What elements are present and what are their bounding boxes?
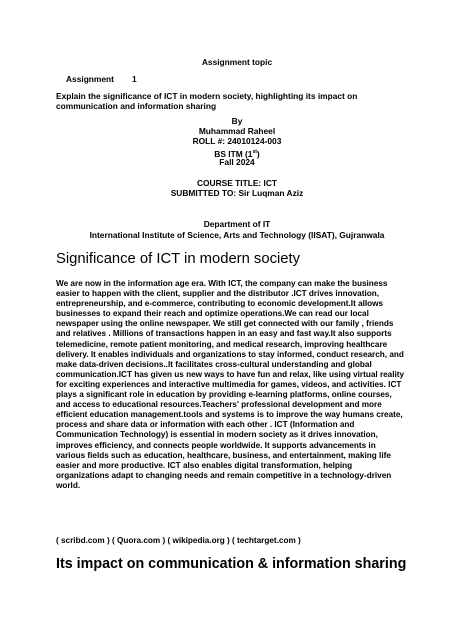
body-line: organizations adapt to changing needs and remain competitive in a technology-driven bbox=[56, 470, 392, 480]
assignment-number-line bbox=[66, 74, 137, 84]
body-line: improves efficiency, and connects people worldwide. It supports advancements in bbox=[56, 440, 376, 450]
body-line: telemedicine, remote patient monitoring, and medical research, improving healthcare bbox=[56, 339, 388, 349]
institute-name: International Institute of Science, Arts and Technology (IISAT), Gujranwala bbox=[89, 230, 385, 240]
roll-number: ROLL #: 24010124-003 bbox=[192, 136, 282, 146]
body-line: and access to educational resources.Teachers' professional development and more bbox=[56, 400, 382, 410]
body-line: make data-driven decisions..It facilitates cross-cultural understanding and global bbox=[56, 359, 372, 369]
program-suffix: ) bbox=[256, 148, 260, 159]
body-line: easier to happen with the client, supplier and the distributor .ICT drives innovation, bbox=[56, 289, 379, 299]
assignment-number: 1 bbox=[131, 74, 137, 84]
assignment-topic-text: Explain the significance of ICT in modern society, highlighting its impact on communication and information sharing bbox=[56, 91, 358, 111]
department: Department of IT bbox=[203, 219, 271, 229]
assignment-topic-label: Assignment topic bbox=[201, 57, 273, 67]
course-title: COURSE TITLE: ICT bbox=[196, 178, 278, 188]
body-line: world. bbox=[56, 480, 81, 490]
body-line: newspaper using the online newspaper. We still get connected with our family , friends bbox=[56, 319, 394, 329]
body-line: efficient education management.tools and systems is to improve the way humans create, bbox=[56, 410, 403, 420]
body-line: plays a significant role in education by providing e-learning platforms, online courses, bbox=[56, 390, 392, 400]
sources-line: ( scribd.com ) ( Quora.com ) ( wikipedia.org ) ( techtarget.com ) bbox=[56, 536, 301, 545]
program-superscript: st bbox=[252, 149, 257, 155]
body-line: We are now in the information age era. With ICT, the company can make the business bbox=[56, 279, 388, 288]
body-line: entrepreneurship, and e-commerce, contributing to economic development.It allows bbox=[56, 299, 384, 309]
body-line: for exciting experiences and interactive multimedia for games, videos, and activities. ICT bbox=[56, 379, 402, 389]
body-line: and relatives . Millions of transactions happen in an easy and fast way.It also supports bbox=[56, 329, 392, 339]
term: Fall 2024 bbox=[219, 157, 255, 167]
by-label: By bbox=[231, 116, 243, 126]
assignment-label: Assignment bbox=[66, 74, 114, 84]
program-prefix: BS ITM (1 bbox=[214, 148, 253, 159]
body-line: easier and more productive. ICT also enables digital transformation, helping bbox=[56, 460, 353, 470]
body-line: Communication Technology) is essential in modern society as it drives innovation, bbox=[56, 430, 378, 440]
section-heading-impact: Its impact on communication & information sharing bbox=[56, 556, 407, 572]
submitted-to: SUBMITTED TO: Sir Luqman Aziz bbox=[170, 188, 304, 198]
section-heading-significance: Significance of ICT in modern society bbox=[56, 251, 300, 267]
author-name: Muhammad Raheel bbox=[198, 126, 276, 136]
body-line: businesses to expand their reach and optimize operations.We can read our local bbox=[56, 309, 369, 319]
body-line: process and share data or information with each other . ICT (Information and bbox=[56, 420, 355, 430]
body-paragraph bbox=[56, 279, 418, 491]
body-line: delivery. It enables individuals and organizations to stay informed, conduct research, and bbox=[56, 349, 404, 359]
body-line: communication.ICT has given us new ways to have fun and relax, like using virtual reality bbox=[56, 369, 405, 379]
body-line: various fields such as education, healthcare, business, and entertainment, making life bbox=[56, 450, 391, 460]
